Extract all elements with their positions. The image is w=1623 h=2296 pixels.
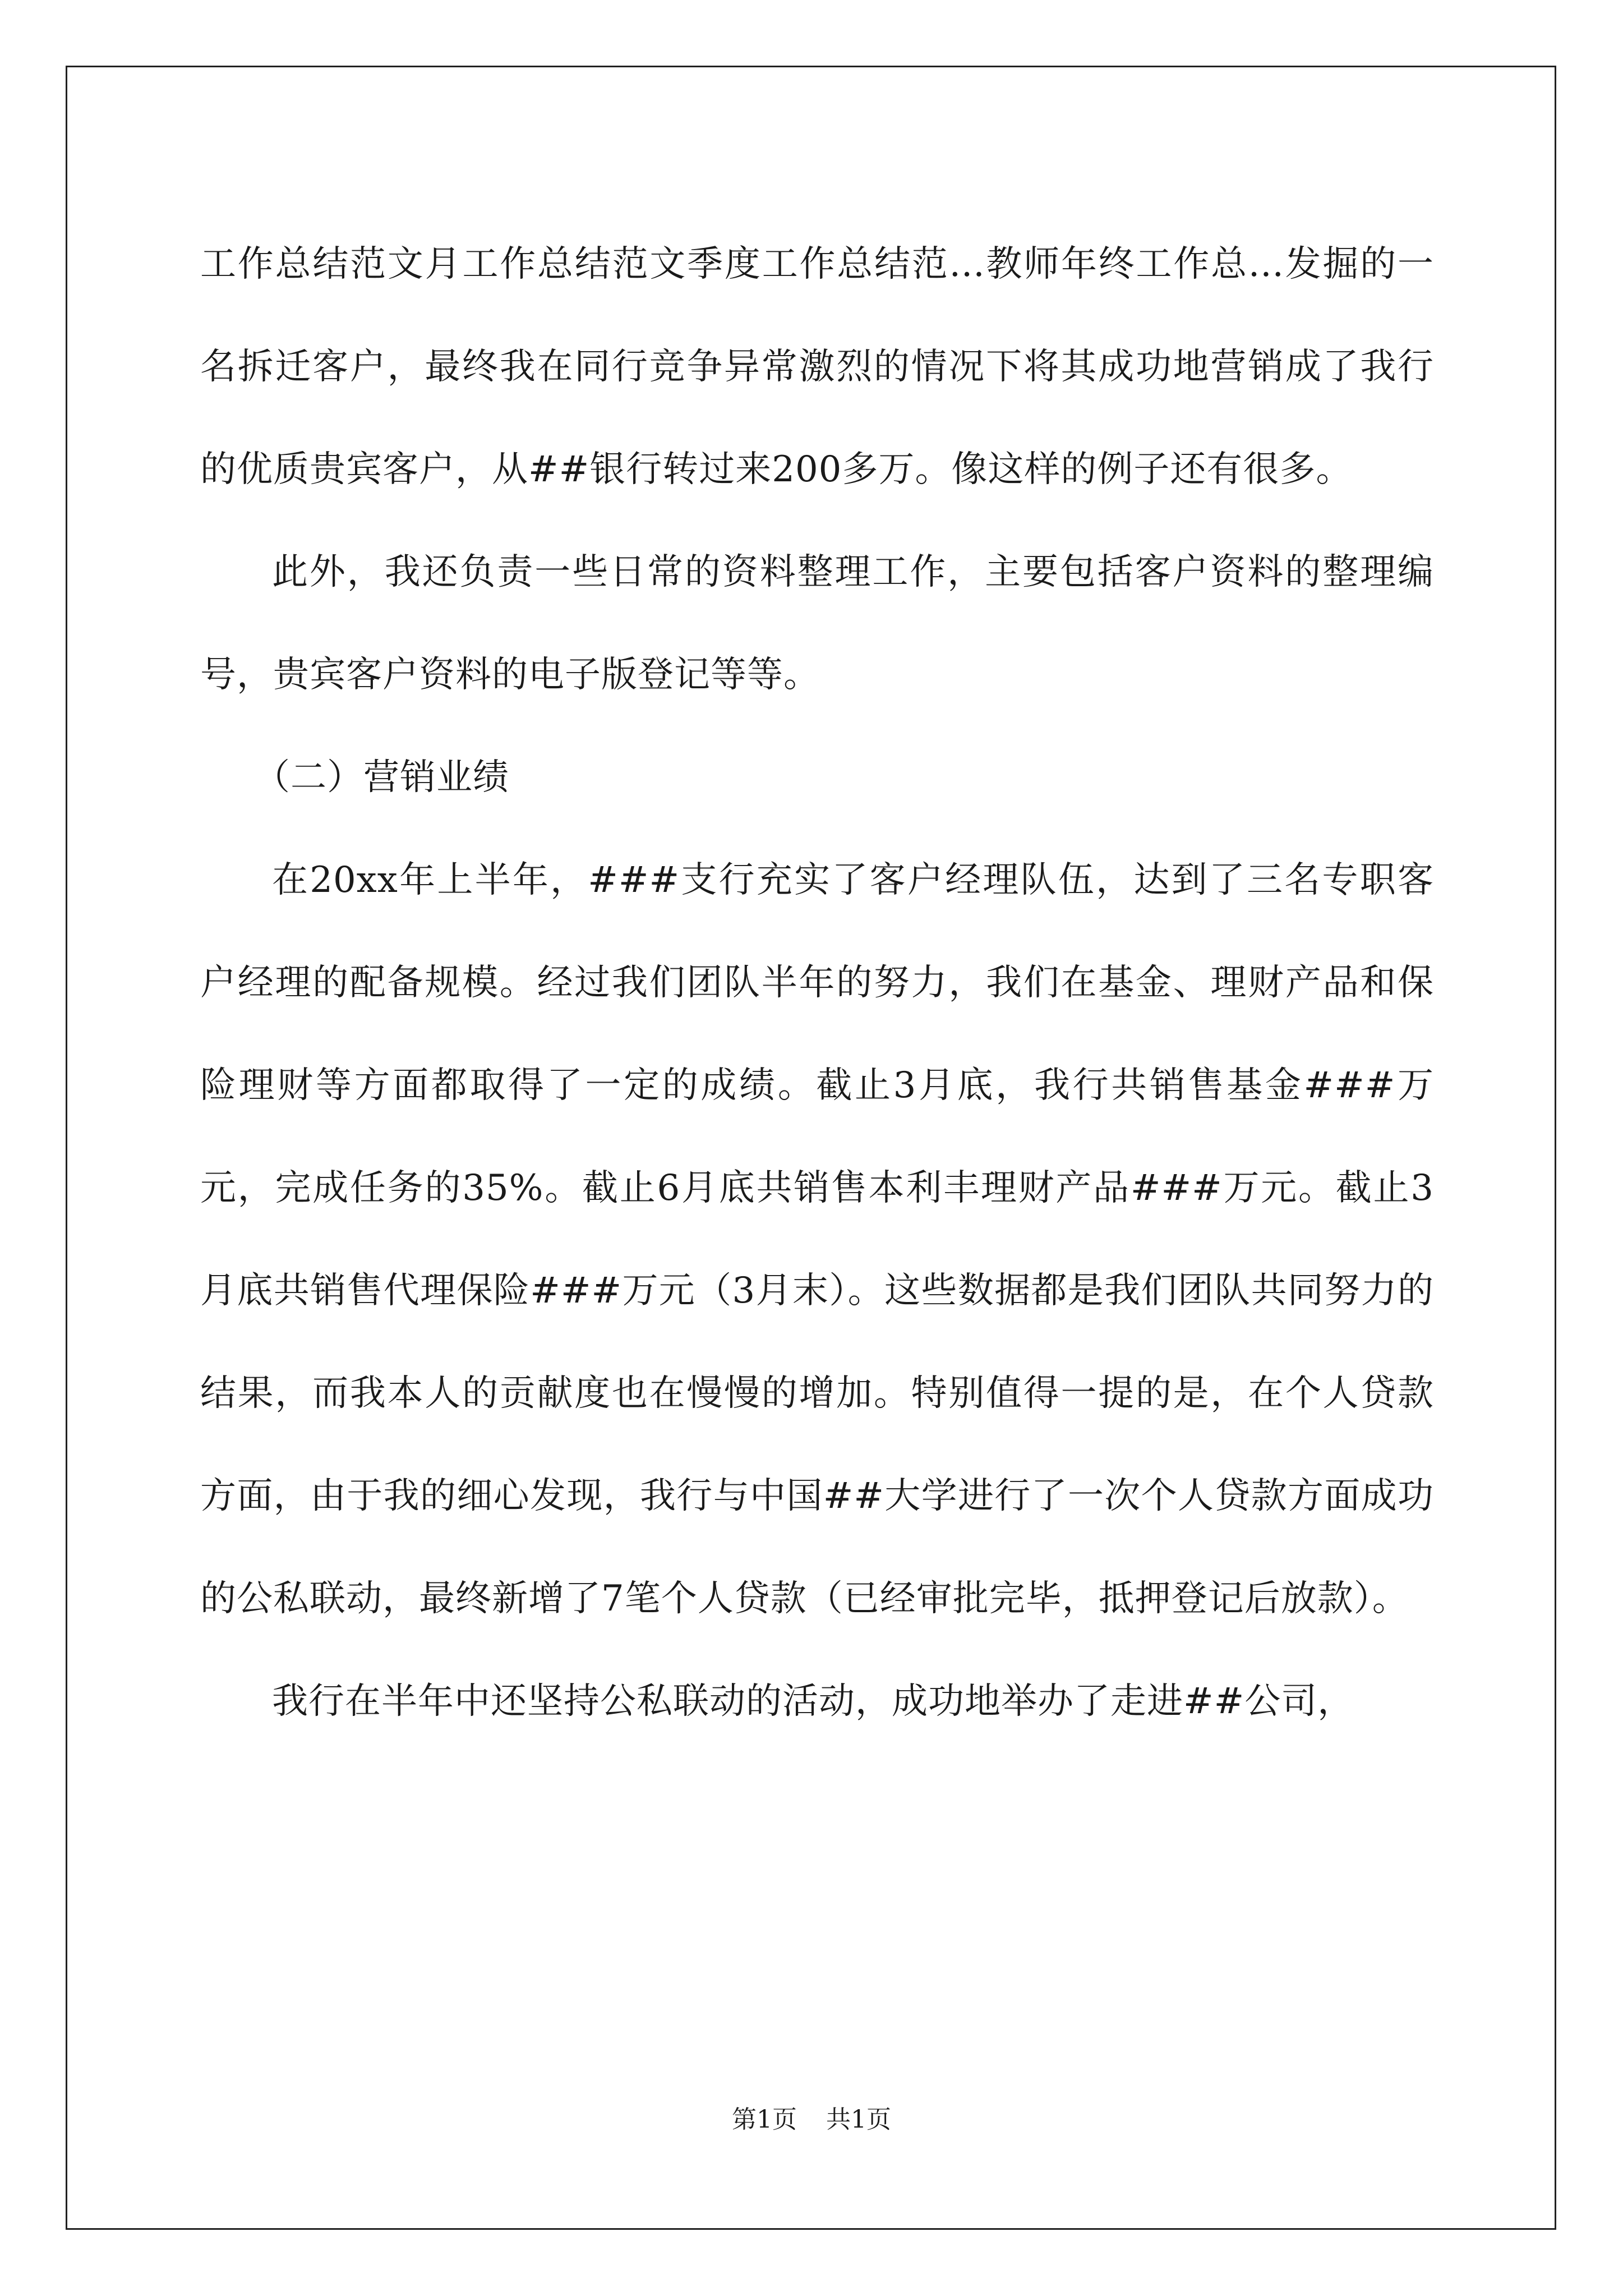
paragraph-data-work: 此外，我还负责一些日常的资料整理工作，主要包括客户资料的整理编号，贵宾客户资料的电子版登记等等。 [200,551,1434,696]
page-number: 第1页 [732,2105,797,2134]
paragraph-sales-results: 在20xx年上半年，###支行充实了客户经理队伍，达到了三名专职客户经理的配备规模。经过我们团队半年的努力，我们在基金、理财产品和保险理财等方面都取得了一定的成绩。截止3月底，我行共销售基金###万元，完成任务的35%。截止6月底共销售本利丰理财产品###万元。截止3月底共销售代理保险###万元（3月末）。这些数据都是我们团队共同努力的结果，而我本人的贡献度也在慢慢的增加。特别值得一提的是，在个人贷款方面，由于我的细心发现，我行与中国##大学进行了一次个人贷款方面成功的公私联动，最终新增了7笔个人贷款（已经审批完毕，抵押登记后放款）。 [200,859,1434,1619]
paragraph-joint-activities: 我行在半年中还坚持公私联动的活动，成功地举办了走进##公司， [272,1681,1354,1722]
page-footer [0,2099,1623,2135]
page-total: 共1页 [826,2105,891,2134]
document-body [200,213,1434,1753]
section-heading-sales-performance: （二）营销业绩 [254,757,509,798]
paragraph-continuation: 工作总结范文月工作总结范文季度工作总结范...教师年终工作总...发掘的一名拆迁客户，最终我在同行竞争异常激烈的情况下将其成功地营销成了我行的优质贵宾客户，从##银行转过来200多万。像这样的例子还有很多。 [200,243,1434,490]
